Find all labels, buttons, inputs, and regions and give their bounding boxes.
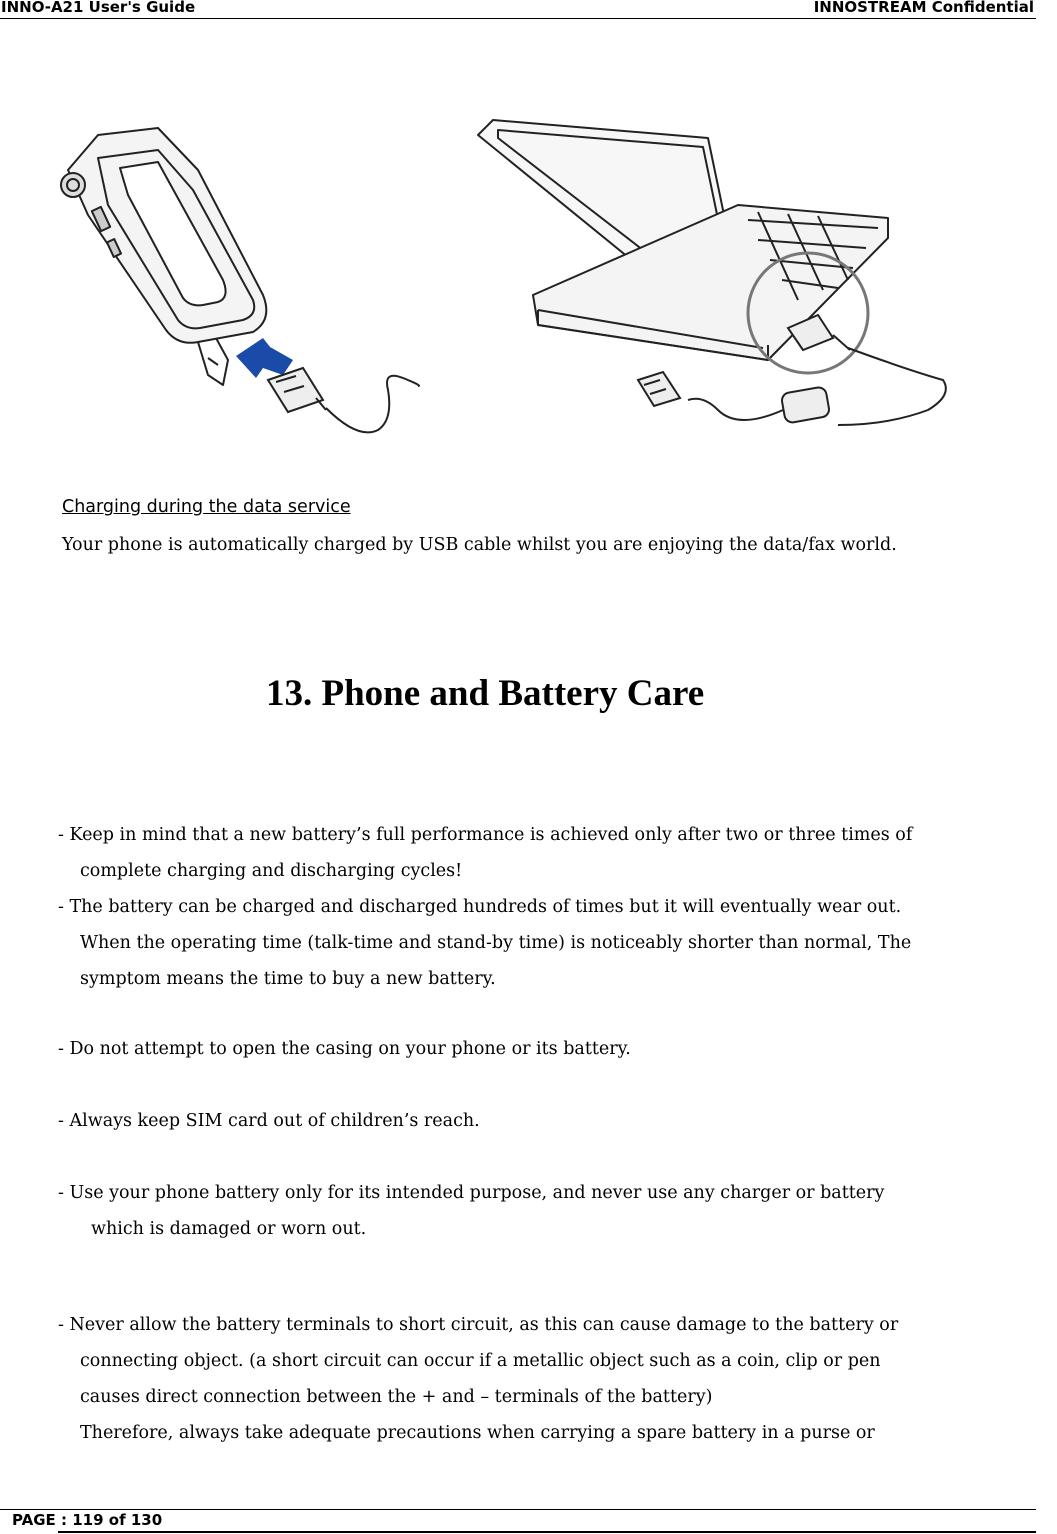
bullet-battery-wear (58, 889, 911, 997)
footer-rule (58, 1531, 1036, 1533)
data-cable-left (268, 368, 419, 432)
bullet-line: symptom means the time to buy a new battery. (80, 969, 496, 989)
figure-caption-title: Charging during the data service (62, 497, 351, 517)
bullet-line: - Do not attempt to open the casing on your phone or its battery. (58, 1039, 631, 1059)
page-header (0, 0, 1036, 19)
bullet-line: - The battery can be charged and discharged hundreds of times but it will eventually wear out. (58, 897, 902, 917)
page-number: PAGE : 119 of 130 (12, 1511, 163, 1529)
page-footer (0, 1509, 1036, 1532)
bullet-line: complete charging and discharging cycles! (80, 861, 463, 881)
bullet-battery-performance (58, 817, 912, 889)
insert-arrow-icon (236, 338, 293, 378)
header-doc-title: INNO-A21 User's Guide (1, 0, 196, 16)
bullet-line: which is damaged or worn out. (91, 1219, 367, 1239)
header-confidential: INNOSTREAM Confidential (813, 0, 1034, 16)
bullet-line: - Always keep SIM card out of children’s reach. (58, 1111, 480, 1131)
bullet-line: When the operating time (talk-time and stand-by time) is noticeably shorter than normal, The (80, 933, 912, 953)
bullet-line: connecting object. (a short circuit can occur if a metallic object such as a coin, clip or pen (80, 1351, 881, 1371)
laptop-drawing (478, 120, 888, 360)
phone-drawing (61, 128, 266, 385)
usb-charging-illustration (58, 110, 950, 450)
bullet-sim-card (58, 1103, 480, 1139)
bullet-line: - Keep in mind that a new battery’s full performance is achieved only after two or three times of (58, 825, 913, 845)
bullet-short-circuit (58, 1307, 898, 1451)
section-title: 13. Phone and Battery Care (266, 673, 705, 714)
bullet-line: - Use your phone battery only for its intended purpose, and never use any charger or battery (58, 1183, 885, 1203)
bullet-line: Therefore, always take adequate precautions when carrying a spare battery in a purse or (80, 1423, 875, 1443)
bullet-casing (58, 1031, 631, 1067)
bullet-intended-purpose (58, 1175, 884, 1247)
figure-caption-text: Your phone is automatically charged by USB cable whilst you are enjoying the data/fax world. (62, 535, 897, 555)
bullet-line: - Never allow the battery terminals to short circuit, as this can cause damage to the battery or (58, 1315, 899, 1335)
bullet-line: causes direct connection between the + and – terminals of the battery) (80, 1387, 713, 1407)
